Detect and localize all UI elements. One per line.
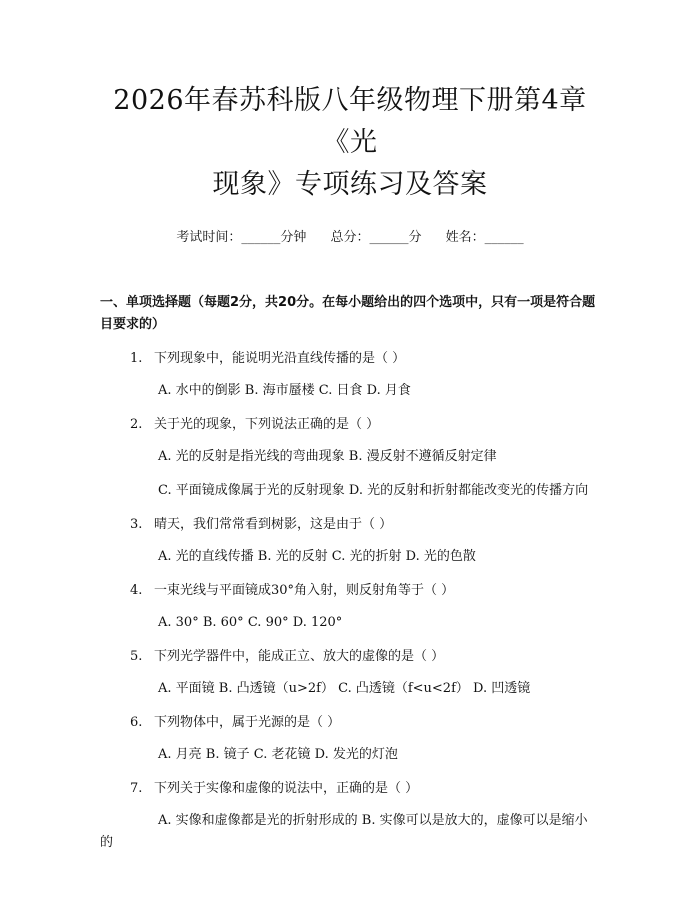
question-number: 2. [130, 417, 143, 432]
question-number: 3. [130, 517, 143, 532]
question-number: 7. [130, 781, 143, 796]
question-6 [100, 713, 600, 732]
question-2-options-line-2: C. 平面镜成像属于光的反射现象 D. 光的反射和折射都能改变光的传播方向 [158, 483, 589, 498]
question-3 [100, 515, 600, 534]
title-line-1: 2026年春苏科版八年级物理下册第4章《光 [113, 85, 587, 158]
question-text: 下列物体中，属于光源的是（ ） [154, 715, 341, 730]
question-number: 4. [130, 583, 143, 598]
question-number: 1. [130, 351, 143, 366]
question-5 [100, 647, 600, 666]
question-1-options: A. 水中的倒影 B. 海市蜃楼 C. 日食 D. 月食 [158, 383, 411, 398]
exam-time: 考试时间：______分钟 [176, 230, 307, 245]
document-title [100, 0, 600, 206]
question-4 [100, 581, 600, 600]
question-1 [100, 349, 600, 368]
title-line-2: 现象》专项练习及答案 [212, 169, 488, 200]
student-name: 姓名：______ [445, 230, 524, 245]
exam-info [100, 228, 600, 248]
section-heading: 一、单项选择题（每题2分，共20分。在每小题给出的四个选项中，只有一项是符合题目要求的） [100, 295, 596, 332]
question-5-options: A. 平面镜 B. 凸透镜（u>2f） C. 凸透镜（f<u<2f） D. 凹透镜 [158, 681, 531, 696]
question-text: 下列光学器件中，能成正立、放大的虚像的是（ ） [154, 649, 445, 664]
question-4-options: A. 30° B. 60° C. 90° D. 120° [158, 615, 343, 630]
question-text: 下列现象中，能说明光沿直线传播的是（ ） [154, 351, 406, 366]
total-score: 总分：______分 [330, 230, 422, 245]
question-text: 下列关于实像和虚像的说法中，正确的是（ ） [154, 781, 419, 796]
question-text: 关于光的现象，下列说法正确的是（ ） [154, 417, 380, 432]
question-6-options: A. 月亮 B. 镜子 C. 老花镜 D. 发光的灯泡 [158, 747, 398, 762]
question-3-options: A. 光的直线传播 B. 光的反射 C. 光的折射 D. 光的色散 [158, 549, 476, 564]
question-text: 晴天，我们常常看到树影，这是由于（ ） [154, 517, 393, 532]
question-text: 一束光线与平面镜成30°角入射，则反射角等于（ ） [154, 583, 455, 598]
question-number: 5. [130, 649, 143, 664]
question-7 [100, 779, 600, 798]
question-number: 6. [130, 715, 143, 730]
question-2 [100, 415, 600, 434]
question-7-options: A. 实像和虚像都是光的折射形成的 B. 实像可以是放大的，虚像可以是缩小的 [100, 813, 588, 850]
question-2-options-line-1: A. 光的反射是指光线的弯曲现象 B. 漫反射不遵循反射定律 [158, 449, 497, 464]
